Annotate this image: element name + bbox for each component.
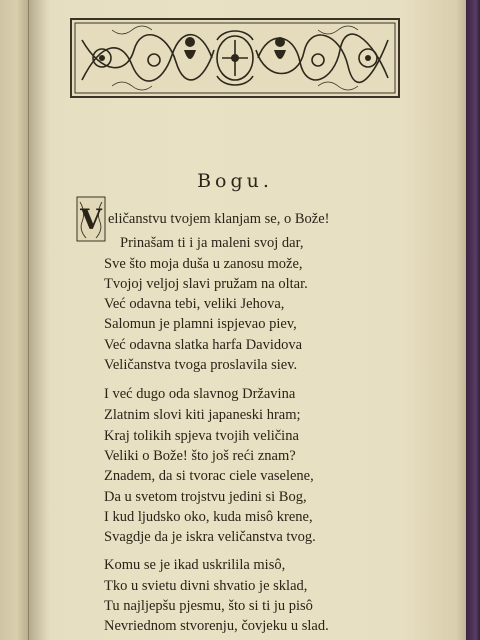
poem-line: Sve što moja duša u zanosu može, — [104, 256, 303, 272]
poem-line: Veliki o Bože! što još reći znam? — [104, 448, 296, 464]
book-cover-edge — [466, 0, 480, 640]
poem-line: Prinašam ti i ja maleni svoj dar, — [120, 235, 304, 251]
decorated-initial — [76, 196, 106, 242]
ornament-icon — [72, 20, 398, 96]
ornamental-headpiece — [70, 18, 400, 98]
facing-page-edge — [0, 0, 29, 640]
poem-title: Bogu. — [197, 170, 273, 192]
poem-line: Veličanstva tvoga proslavila siev. — [104, 357, 298, 373]
poem-line: Nevriednom stvorenju, čovjeku u slad. — [104, 618, 329, 634]
poem-line: Svagdje da je iskra veličanstva tvog. — [104, 529, 316, 545]
poem-line: Tu najljepšu pjesmu, što si ti ju pisô — [104, 598, 313, 614]
poem-line: Zlatnim slovi kiti japaneski hram; — [104, 407, 301, 423]
poem-line: Komu se je ikad uskrilila misô, — [104, 557, 286, 573]
poem-line: Tko u svietu divni shvatio je sklad, — [104, 578, 308, 594]
poem-line: Već odavna tebi, veliki Jehova, — [104, 296, 285, 312]
poem-line: I već dugo oda slavnog Državina — [104, 386, 296, 402]
poem-line: Kraj tolikih spjeva tvojih veličina — [104, 428, 299, 444]
poem-line: Tvojoj veljoj slavi pružam na oltar. — [104, 276, 308, 292]
spine-shadow — [28, 0, 50, 640]
poem-line: I kud ljudsko oko, kuda misô krene, — [104, 509, 313, 525]
poem-line: Znadem, da si tvorac ciele vaselene, — [104, 468, 314, 484]
poem-line: Već odavna slatka harfa Davidova — [104, 337, 303, 353]
poem-line: Da u svetom trojstvu jedini si Bog, — [104, 489, 307, 505]
poem-line: Salomun je plamni ispjevao piev, — [104, 316, 297, 332]
initial-letter: V — [80, 203, 102, 236]
poem-line: eličanstvu tvojem klanjam se, o Bože! — [108, 211, 330, 227]
